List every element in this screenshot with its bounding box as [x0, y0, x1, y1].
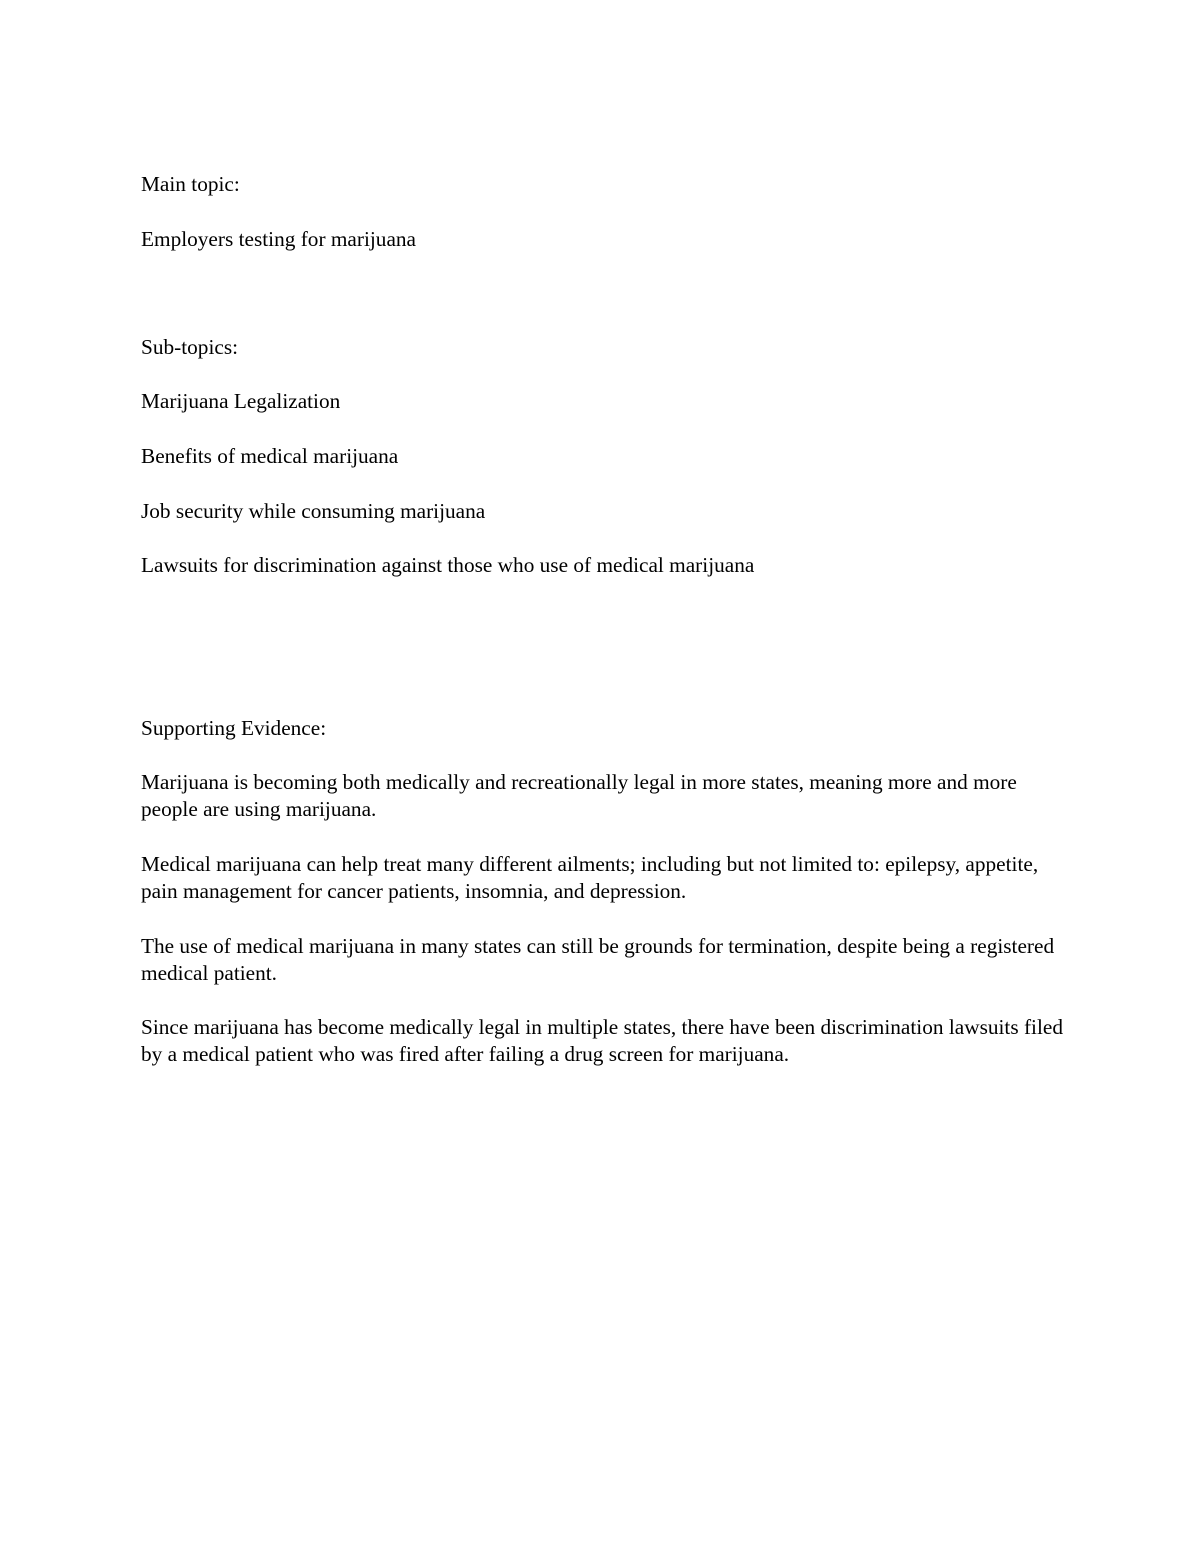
- sub-topic-item: Marijuana Legalization: [141, 389, 341, 413]
- sub-topic-item: Benefits of medical marijuana: [141, 444, 399, 468]
- main-topic-heading: Main topic:: [141, 172, 240, 196]
- evidence-paragraph: Medical marijuana can help treat many different ailments; including but not limited to: epilepsy, appetite, pain management for cancer patients, insomnia, and depression.: [141, 852, 1039, 903]
- evidence-paragraph: Since marijuana has become medically legal in multiple states, there have been discrimination lawsuits filed by a medical patient who was fired after failing a drug screen for marijuana.: [141, 1015, 1063, 1066]
- sub-topic-item: Lawsuits for discrimination against those who use of medical marijuana: [141, 553, 755, 577]
- main-topic-text: Employers testing for marijuana: [141, 227, 417, 251]
- sub-topic-item: Job security while consuming marijuana: [141, 499, 486, 523]
- supporting-evidence-heading: Supporting Evidence:: [141, 716, 327, 740]
- sub-topics-heading: Sub-topics:: [141, 335, 239, 359]
- evidence-paragraph: The use of medical marijuana in many states can still be grounds for termination, despite being a registered medical patient.: [141, 934, 1055, 985]
- evidence-paragraph: Marijuana is becoming both medically and recreationally legal in more states, meaning more and more people are using marijuana.: [141, 770, 1017, 821]
